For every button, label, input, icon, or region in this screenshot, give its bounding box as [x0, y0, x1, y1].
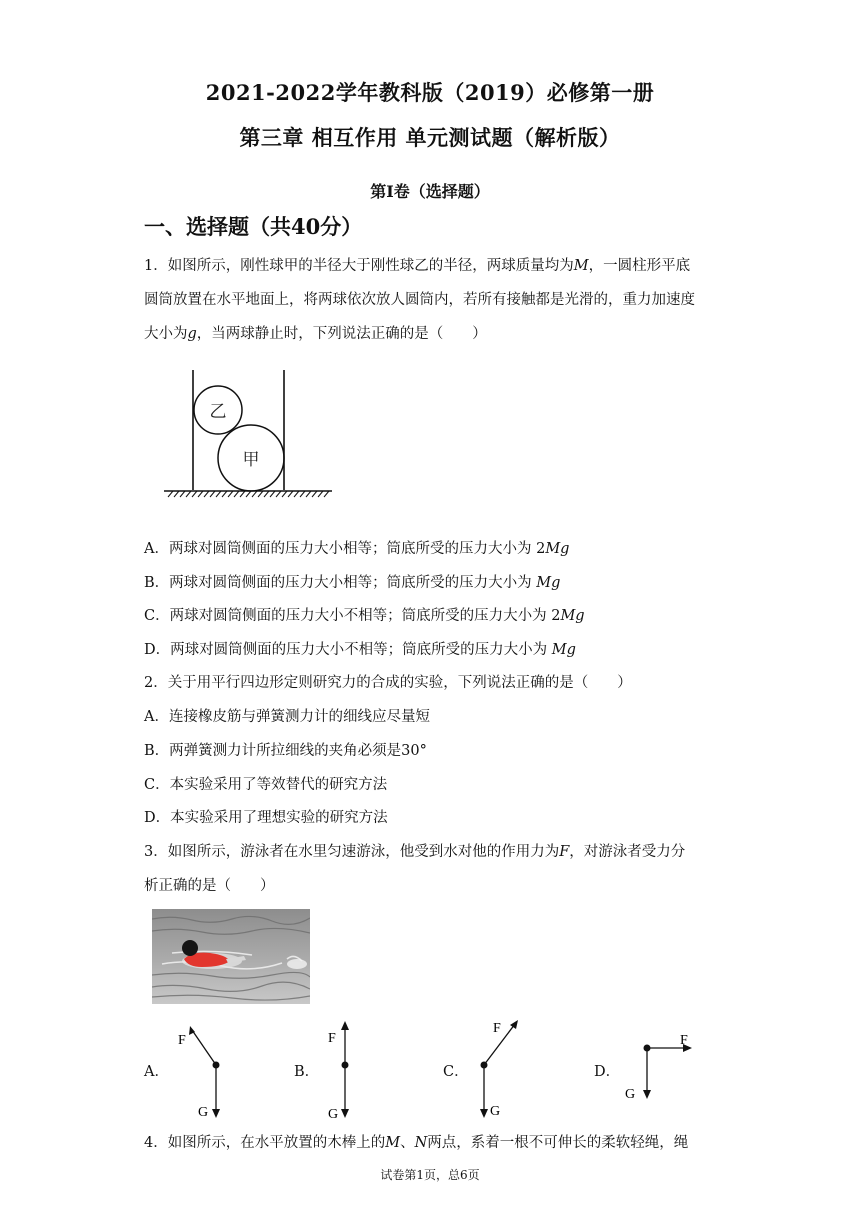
q1-option-b[interactable]: B．两球对圆筒侧面的压力大小相等；筒底所受的压力大小为 Mg — [144, 575, 561, 591]
q3-option-d-label[interactable]: D． — [594, 1064, 621, 1080]
q1-option-d[interactable]: D．两球对圆筒侧面的压力大小不相等；筒底所受的压力大小为 Mg — [144, 642, 576, 658]
q1-option-c[interactable]: C．两球对圆筒侧面的压力大小不相等；筒底所受的压力大小为 2Mg — [144, 608, 585, 624]
paper-title: 2021-2022学年教科版（2019）必修第一册 — [205, 80, 655, 105]
section-heading: 一、选择题（共40分） — [144, 214, 363, 239]
q1-stem-line1: 1．如图所示，刚性球甲的半径大于刚性球乙的半径，两球质量均为M，一圆柱形平底 — [144, 258, 691, 274]
force-f-label: F — [493, 1021, 501, 1036]
q2-option-d[interactable]: D．本实验采用了理想实验的研究方法 — [144, 810, 388, 826]
ball-yi-label: 乙 — [209, 402, 227, 422]
q3-stem-line2: 析正确的是（ ） — [144, 878, 275, 894]
gravity-g-label: G — [625, 1087, 636, 1102]
q1-option-a[interactable]: A．两球对圆筒侧面的压力大小相等；筒底所受的压力大小为 2Mg — [144, 541, 570, 557]
paper-subtitle: 第三章 相互作用 单元测试题（解析版） — [239, 125, 621, 150]
gravity-g-label: G — [328, 1107, 339, 1120]
q3-stem-line1: 3．如图所示，游泳者在水里匀速游泳，他受到水对他的作用力为F，对游泳者受力分 — [144, 844, 686, 860]
gravity-g-label: G — [490, 1104, 501, 1119]
q3-option-c-label[interactable]: C． — [443, 1064, 469, 1080]
q2-option-a[interactable]: A．连接橡皮筋与弹簧测力计的细线应尽量短 — [144, 709, 430, 725]
q3-option-b-diagram[interactable] — [320, 1020, 380, 1120]
q3-option-a-label[interactable]: A． — [144, 1064, 169, 1080]
q3-option-d-diagram[interactable] — [620, 1030, 700, 1106]
q3-option-b-label[interactable]: B． — [294, 1064, 320, 1080]
q1-stem-line3: 大小为g，当两球静止时，下列说法正确的是（ ） — [144, 326, 487, 342]
q2-option-b[interactable]: B．两弹簧测力计所拉细线的夹角必须是30° — [144, 743, 427, 759]
force-f-label: F — [328, 1031, 336, 1046]
q1-cylinder-figure — [160, 368, 340, 502]
q3-option-c-diagram[interactable] — [470, 1014, 530, 1120]
q3-option-a-diagram[interactable] — [170, 1020, 230, 1120]
q1-stem-line2: 圆筒放置在水平地面上，将两球依次放人圆筒内，若所有接触都是光滑的，重力加速度 — [144, 292, 695, 308]
force-f-label: F — [178, 1033, 186, 1048]
page-footer: 试卷第1页，总6页 — [380, 1168, 480, 1182]
swimmer-photo — [152, 909, 310, 1004]
q2-option-c[interactable]: C．本实验采用了等效替代的研究方法 — [144, 777, 388, 793]
q4-stem-line1: 4．如图所示，在水平放置的木棒上的M、N两点，系着一根不可伸长的柔软轻绳，绳 — [144, 1135, 689, 1151]
volume-heading: 第Ⅰ卷（选择题） — [370, 182, 490, 201]
q2-stem: 2．关于用平行四边形定则研究力的合成的实验，下列说法正确的是（ ） — [144, 675, 632, 691]
gravity-g-label: G — [198, 1105, 209, 1120]
force-f-label: F — [680, 1033, 688, 1048]
ball-jia-label: 甲 — [242, 450, 260, 470]
